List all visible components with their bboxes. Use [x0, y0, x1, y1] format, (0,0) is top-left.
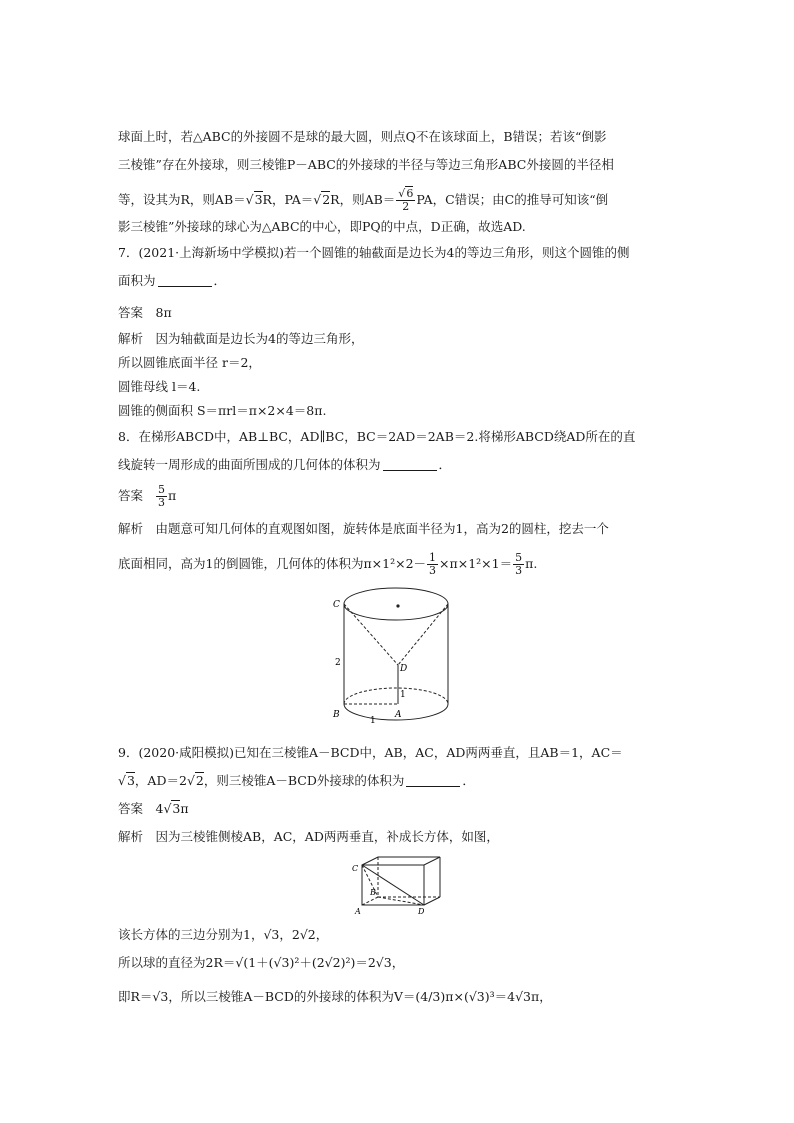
- text-line: 三棱锥”存在外接球，则三棱锥P－ABC的外接球的半径与等边三角形ABC外接圆的半径相: [118, 157, 614, 172]
- sqrt-radicand: 2: [322, 192, 331, 207]
- answer-blank: [158, 274, 212, 287]
- answer-9: 答案 4√3π: [118, 801, 189, 816]
- box-figure: [350, 855, 450, 917]
- fraction: $\frac{5}{3}$: [515, 551, 523, 577]
- question-7-line: 7．(2021·上海新场中学模拟)若一个圆锥的轴截面是边长为4的等边三角形，则这个圆锥的侧: [118, 245, 630, 260]
- solution-line: 该长方体的三边分别为1，√3，2√2，: [118, 927, 329, 942]
- label-a: A: [355, 907, 361, 916]
- text: 等，设其为R，则AB＝: [118, 192, 246, 207]
- solution-line: 所以球的直径为2R＝√(1＋(√3)²＋(2√2)²)＝2√3，: [118, 955, 405, 970]
- solution-line: 所以圆锥底面半径 r＝2，: [118, 355, 261, 370]
- solution-line: 解析 因为轴截面是边长为4的等边三角形，: [118, 331, 364, 346]
- fraction: $\frac{√6}{2}$: [398, 187, 414, 213]
- fraction: $\frac{1}{3}$: [429, 551, 437, 577]
- label-a: A: [395, 710, 402, 720]
- solution-line: 解析 由题意可知几何体的直观图如图，旋转体是底面半径为1，高为2的圆柱，挖去一个: [118, 521, 609, 536]
- question-9-line: √3，AD＝2√2，则三棱锥A－BCD外接球的体积为 ．: [118, 773, 475, 788]
- answer-blank: [383, 458, 437, 471]
- question-8-line: 线旋转一周形成的曲面所围成的几何体的体积为 ．: [118, 457, 452, 472]
- label-cone-height: 1: [400, 690, 406, 700]
- label-radius: 1: [370, 716, 376, 726]
- label-b: B: [333, 710, 340, 720]
- solution-line: 圆锥母线 l＝4.: [118, 379, 201, 394]
- text-line: 球面上时，若△ABC的外接圆不是球的最大圆，则点Q不在该球面上，B错误；若该“倒影: [118, 129, 607, 144]
- answer-8: 答案 $\frac{5}{3}$ π: [118, 483, 177, 509]
- label-d: D: [400, 664, 408, 674]
- cylinder-cone-figure: [330, 585, 460, 730]
- label-height: 2: [335, 658, 341, 668]
- question-7-line: 面积为 ．: [118, 273, 227, 288]
- text: PA，C错误；由C的推导可知该“倒: [416, 192, 609, 207]
- question-9-line: 9．(2020·咸阳模拟)已知在三棱锥A－BCD中，AB，AC，AD两两垂直，且AB＝1，AC＝: [118, 745, 623, 760]
- solution-line: 即R＝√3，所以三棱锥A－BCD的外接球的体积为V＝(4/3)π×(√3)³＝4√3π，: [118, 989, 552, 1004]
- text: R，则AB＝: [330, 192, 396, 207]
- label-d: D: [418, 907, 425, 916]
- label-c: C: [352, 864, 359, 873]
- solution-line: 圆锥的侧面积 S＝πrl＝π×2×4＝8π.: [118, 403, 327, 418]
- solution-line-with-math: 底面相同，高为1的倒圆锥，几何体的体积为π×1²×2－ $\frac{1}{3}$ ×π×1²×1＝ $\frac{5}{3}$ π.: [118, 551, 538, 577]
- question-8-line: 8．在梯形ABCD中，AB⊥BC，AD∥BC，BC＝2AD＝2AB＝2.将梯形ABCD绕AD所在的直: [118, 429, 636, 444]
- text-line: 影三棱锥”外接球的球心为△ABC的中心，即PQ的中点，D正确，故选AD.: [118, 219, 526, 234]
- solution-line: 解析 因为三棱锥侧棱AB，AC，AD两两垂直，补成长方体，如图，: [118, 829, 499, 844]
- text-line-with-math: 等，设其为R，则AB＝√3R，PA＝√2R，则AB＝ $\frac{√6}{2}$ PA，C错误；由C的推导可知该“倒: [118, 187, 609, 213]
- sqrt-radicand: 3: [254, 192, 263, 207]
- fraction: $\frac{5}{3}$: [157, 483, 165, 509]
- label-c: C: [333, 600, 340, 610]
- label-b: B: [370, 888, 376, 897]
- answer-blank: [406, 774, 460, 787]
- answer-7: 答案 8π: [118, 305, 172, 320]
- text: R，PA＝: [262, 192, 314, 207]
